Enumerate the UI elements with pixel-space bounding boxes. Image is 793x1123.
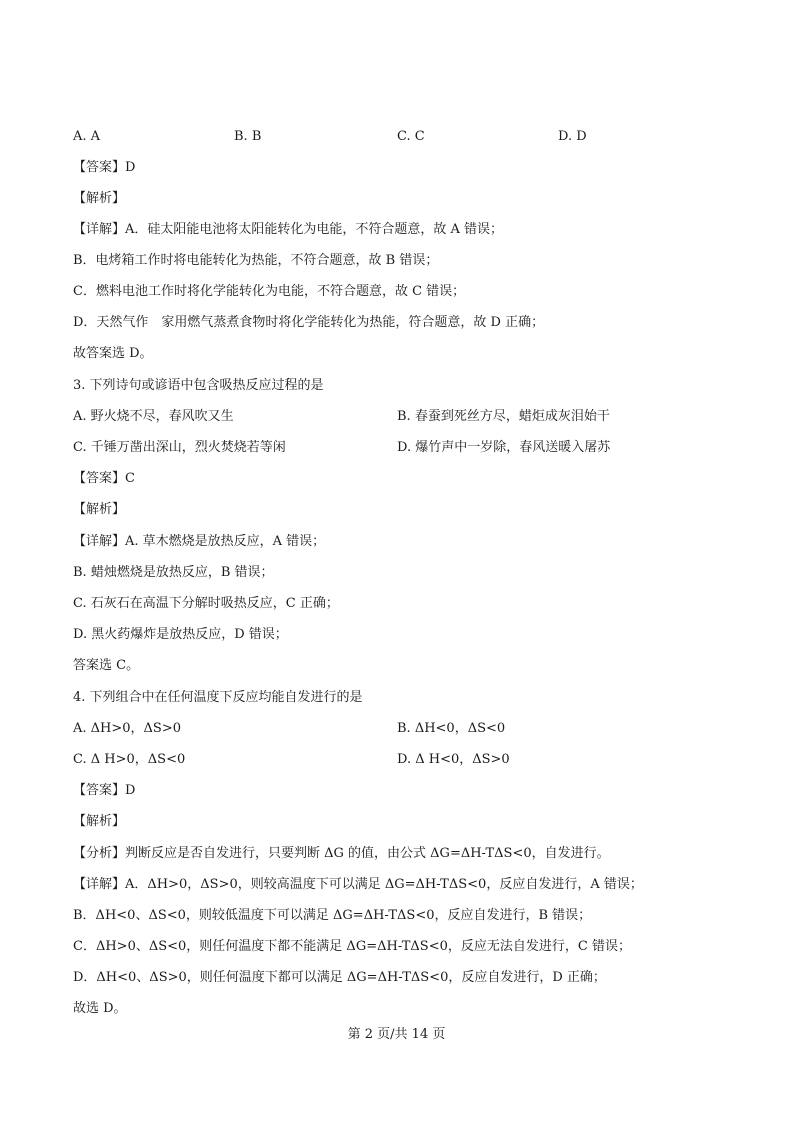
q2-detail-line: B．电烤箱工作时将电能转化为热能，不符合题意，故 B 错误； — [73, 253, 439, 268]
q2-detail-line: C．燃料电池工作时将化学能转化为电能，不符合题意，故 C 错误； — [73, 284, 466, 299]
q2-answer: 【答案】D — [73, 160, 136, 175]
q2-analysis-label: 【解析】 — [73, 191, 126, 206]
q3-detail-line: B. 蜡烛燃烧是放热反应，B 错误； — [73, 565, 274, 580]
q4-detail-line: B．ΔH<0、ΔS<0，则较低温度下可以满足 ΔG=ΔH-TΔS<0，反应自发进行，B 错误； — [73, 908, 592, 923]
q3-detail-line: D. 黑火药爆炸是放热反应，D 错误； — [73, 627, 288, 642]
q3-option-a: A. 野火烧不尽，春风吹又生 — [73, 409, 234, 424]
q4-option-d: D. Δ H<0，ΔS>0 — [397, 752, 510, 767]
q4-option-b: B. ΔH<0，ΔS<0 — [397, 721, 506, 736]
q3-analysis-label: 【解析】 — [73, 502, 126, 517]
q4-analysis: 【分析】判断反应是否自发进行，只要判断 ΔG 的值，由公式 ΔG=ΔH-TΔS<0，自发进行。 — [73, 846, 610, 861]
q4-detail-line: D．ΔH<0、ΔS>0，则任何温度下都可以满足 ΔG=ΔH-TΔS<0，反应自发进行，D 正确； — [73, 970, 606, 985]
q2-option-c: C. C — [397, 129, 425, 144]
q3-answer: 【答案】C — [73, 471, 135, 486]
q4-stem: 4. 下列组合中在任何温度下反应均能自发进行的是 — [73, 690, 363, 705]
q4-option-c: C. Δ H>0，ΔS<0 — [73, 752, 186, 767]
q3-option-d: D. 爆竹声中一岁除，春风送暖入屠苏 — [397, 440, 611, 455]
q3-option-c: C. 千锤万凿出深山，烈火焚烧若等闲 — [73, 440, 286, 455]
q4-conclusion: 故选 D。 — [73, 1001, 127, 1016]
q2-option-b: B. B — [234, 129, 262, 144]
q4-detail-line: C．ΔH>0、ΔS<0，则任何温度下都不能满足 ΔG=ΔH-TΔS<0，反应无法自发进行，C 错误； — [73, 939, 631, 954]
q2-option-d: D. D — [558, 129, 587, 144]
q2-option-a: A. A — [73, 129, 101, 144]
q3-detail-line: C. 石灰石在高温下分解时吸热反应，C 正确； — [73, 596, 339, 611]
page-footer: 第 2 页/共 14 页 — [347, 1027, 446, 1042]
q4-analysis-label: 【解析】 — [73, 814, 126, 829]
q2-conclusion: 故答案选 D。 — [73, 346, 153, 361]
q3-option-b: B. 春蚕到死丝方尽，蜡炬成灰泪始干 — [397, 409, 610, 424]
q3-stem: 3. 下列诗句或谚语中包含吸热反应过程的是 — [73, 378, 324, 393]
q3-detail-line: 【详解】A. 草木燃烧是放热反应，A 错误； — [73, 534, 326, 549]
q2-detail-line: 【详解】A．硅太阳能电池将太阳能转化为电能，不符合题意，故 A 错误； — [73, 222, 504, 237]
q4-detail-line: 【详解】A．ΔH>0，ΔS>0，则较高温度下可以满足 ΔG=ΔH-TΔS<0，反应自发进行，A 错误； — [73, 877, 643, 892]
q2-detail-line: D．天然气作 家用燃气蒸煮食物时将化学能转化为热能，符合题意，故 D 正确； — [73, 315, 545, 330]
q4-option-a: A. ΔH>0，ΔS>0 — [73, 721, 181, 736]
q3-conclusion: 答案选 C。 — [73, 658, 140, 673]
q4-answer: 【答案】D — [73, 783, 136, 798]
